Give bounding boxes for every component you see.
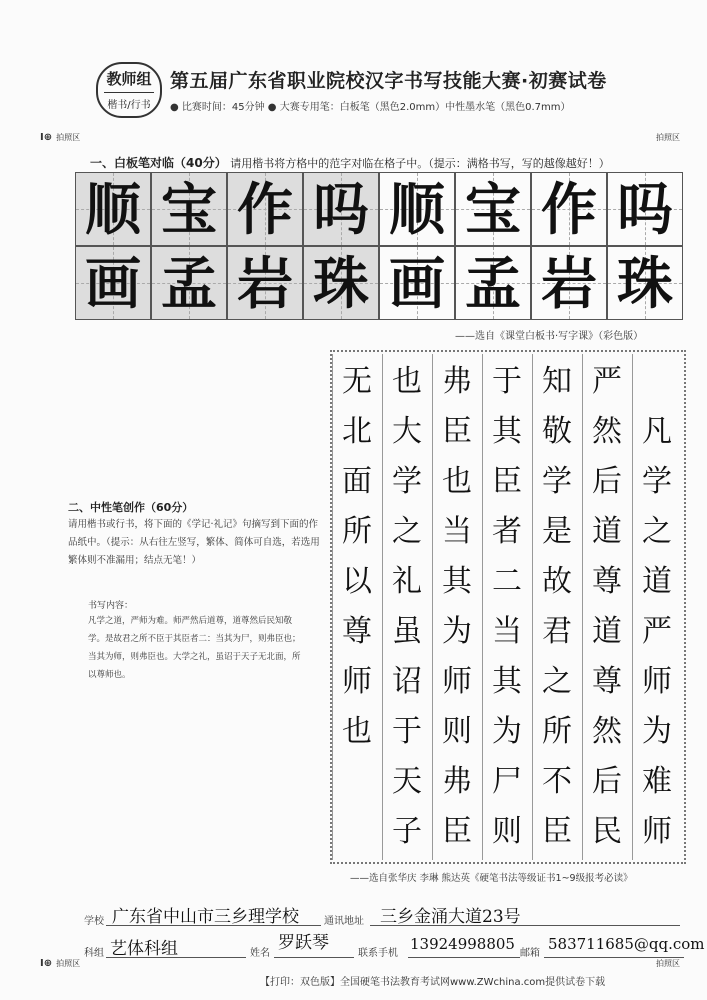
section2-source: ——选自张华庆 李琳 熊达英《硬笔书法等级证书1~9级报考必读》 bbox=[350, 873, 633, 884]
model-char-cell bbox=[303, 172, 379, 246]
exam-rules: ● 比赛时间：45分钟 ● 大赛专用笔：白板笔（黑色2.0mm）中性墨水笔（黑色0.7mm） bbox=[170, 102, 571, 113]
written-char: 后 bbox=[592, 764, 622, 799]
grid-char: 作 bbox=[541, 177, 597, 243]
written-char: 师 bbox=[442, 664, 472, 699]
written-char: 知 bbox=[542, 364, 572, 399]
written-char: 学 bbox=[642, 464, 672, 499]
scan-logo-icon: I⊕ bbox=[40, 958, 53, 969]
composition-paper bbox=[330, 350, 686, 864]
written-char bbox=[633, 354, 681, 410]
written-char: 其 bbox=[492, 664, 522, 699]
writing-column bbox=[482, 354, 531, 860]
written-char: 师 bbox=[642, 664, 672, 699]
practice-char-cell bbox=[607, 246, 683, 320]
badge-subtitle: 楷书/行书 bbox=[104, 92, 154, 111]
written-char: 然 bbox=[592, 414, 622, 449]
scan-bar-bottom bbox=[40, 958, 680, 972]
written-char: 民 bbox=[592, 814, 622, 849]
grid-char: 孟 bbox=[161, 251, 217, 317]
grid-char: 吗 bbox=[617, 177, 673, 243]
written-char: 虽 bbox=[392, 614, 422, 649]
address-label: 通讯地址 bbox=[324, 916, 364, 927]
grid-char: 珠 bbox=[617, 251, 673, 317]
writing-column bbox=[632, 354, 681, 860]
page-title: 第五届广东省职业院校汉字书写技能大赛·初赛试卷 bbox=[170, 70, 607, 92]
written-char: 之 bbox=[642, 514, 672, 549]
group-field[interactable]: 艺体科组 bbox=[110, 939, 178, 959]
written-char: 当 bbox=[442, 514, 472, 549]
written-char: 道 bbox=[592, 614, 622, 649]
written-char: 无 bbox=[342, 364, 372, 399]
written-char: 北 bbox=[342, 414, 372, 449]
written-char: 臣 bbox=[542, 814, 572, 849]
written-char: 臣 bbox=[442, 814, 472, 849]
name-field[interactable]: 罗跃琴 bbox=[278, 933, 329, 953]
written-char: 之 bbox=[392, 514, 422, 549]
written-char: 礼 bbox=[392, 564, 422, 599]
written-char: 师 bbox=[642, 814, 672, 849]
practice-char-cell bbox=[607, 172, 683, 246]
written-char: 尊 bbox=[342, 614, 372, 649]
model-char-cell bbox=[303, 246, 379, 320]
written-char: 也 bbox=[392, 364, 422, 399]
writing-column bbox=[582, 354, 631, 860]
written-char: 为 bbox=[492, 714, 522, 749]
model-char-cell bbox=[151, 246, 227, 320]
name-label: 姓名 bbox=[250, 948, 270, 959]
content-text: 凡学之道，严师为难。师严然后道尊，道尊然后民知敬学。是故君之所不臣于其臣者二：当其为尸，则弗臣也；当其为师，则弗臣也。大学之礼，虽诏于天子无北面，所以尊师也。 bbox=[88, 616, 301, 680]
grid-char: 顺 bbox=[85, 177, 141, 243]
grid-char: 作 bbox=[237, 177, 293, 243]
written-char bbox=[333, 754, 381, 810]
written-char: 严 bbox=[592, 364, 622, 399]
practice-char-cell bbox=[531, 246, 607, 320]
practice-char-cell bbox=[379, 172, 455, 246]
footer-note: 【打印：双色版】全国硬笔书法教育考试网www.ZWchina.com提供试卷下载 bbox=[260, 977, 606, 988]
written-char: 弗 bbox=[442, 764, 472, 799]
written-char: 尊 bbox=[592, 664, 622, 699]
written-char: 严 bbox=[642, 614, 672, 649]
written-char: 也 bbox=[442, 464, 472, 499]
phone-label: 联系手机 bbox=[358, 948, 398, 959]
written-char: 面 bbox=[342, 464, 372, 499]
section2-heading: 二、中性笔创作（60分） bbox=[68, 501, 194, 514]
written-char: 其 bbox=[492, 414, 522, 449]
written-char: 于 bbox=[492, 364, 522, 399]
address-field[interactable]: 三乡金涌大道23号 bbox=[380, 907, 521, 927]
written-char: 学 bbox=[542, 464, 572, 499]
school-label: 学校 bbox=[84, 916, 104, 927]
grid-char: 吗 bbox=[313, 177, 369, 243]
model-char-cell bbox=[151, 172, 227, 246]
section2-instruction: 请用楷书或行书，将下面的《学记·礼记》句摘写到下面的作品纸中。（提示：从右往左竖写，繁体、简体可自选，若选用繁体则不准漏用；结点无笔！） bbox=[68, 519, 320, 566]
written-char: 师 bbox=[342, 664, 372, 699]
written-char: 君 bbox=[542, 614, 572, 649]
section1-source: ——选自《课堂白板书·写字课》（彩色版） bbox=[455, 331, 644, 342]
written-char: 之 bbox=[542, 664, 572, 699]
grid-char: 宝 bbox=[465, 177, 521, 243]
content-title: 书写内容： bbox=[88, 601, 134, 611]
practice-char-cell bbox=[455, 172, 531, 246]
written-char: 诏 bbox=[392, 664, 422, 699]
email-field[interactable]: 583711685@qq.com bbox=[548, 935, 705, 953]
grid-char: 画 bbox=[389, 251, 445, 317]
written-char: 为 bbox=[642, 714, 672, 749]
written-char: 学 bbox=[392, 464, 422, 499]
written-char: 为 bbox=[442, 614, 472, 649]
grid-char: 宝 bbox=[161, 177, 217, 243]
scan-label: 拍照区 bbox=[56, 133, 81, 142]
written-char: 天 bbox=[392, 764, 422, 799]
grid-char: 画 bbox=[85, 251, 141, 317]
model-char-cell bbox=[227, 172, 303, 246]
written-char: 尊 bbox=[592, 564, 622, 599]
written-char: 凡 bbox=[642, 414, 672, 449]
badge-title: 教师组 bbox=[106, 70, 152, 88]
scan-label: 拍照区 bbox=[656, 959, 680, 968]
written-char bbox=[333, 804, 381, 860]
grid-char: 顺 bbox=[389, 177, 445, 243]
written-char: 是 bbox=[542, 514, 572, 549]
written-char: 于 bbox=[392, 714, 422, 749]
written-char: 不 bbox=[542, 764, 572, 799]
model-char-cell bbox=[75, 246, 151, 320]
model-char-cell bbox=[227, 246, 303, 320]
written-char: 弗 bbox=[442, 364, 472, 399]
section1-heading: 一、白板笔对临（40分） bbox=[90, 156, 227, 170]
teacher-group-badge bbox=[96, 62, 162, 118]
written-char: 则 bbox=[442, 714, 472, 749]
written-char: 尸 bbox=[492, 764, 522, 799]
written-char: 当 bbox=[492, 614, 522, 649]
written-char: 二 bbox=[492, 564, 522, 599]
written-char: 道 bbox=[642, 564, 672, 599]
written-char: 道 bbox=[592, 514, 622, 549]
writing-column bbox=[382, 354, 431, 860]
practice-char-cell bbox=[455, 246, 531, 320]
writing-column bbox=[432, 354, 481, 860]
practice-char-cell bbox=[379, 246, 455, 320]
grid-char: 珠 bbox=[313, 251, 369, 317]
scan-label: 拍照区 bbox=[56, 959, 81, 968]
scan-label: 拍照区 bbox=[656, 133, 680, 142]
scan-bar-top bbox=[40, 132, 680, 146]
written-char: 然 bbox=[592, 714, 622, 749]
scan-logo-icon: I⊕ bbox=[40, 132, 53, 143]
writing-column bbox=[332, 354, 381, 860]
phone-field[interactable]: 13924998805 bbox=[410, 935, 515, 953]
written-char: 臣 bbox=[442, 414, 472, 449]
written-char: 难 bbox=[642, 764, 672, 799]
written-char: 故 bbox=[542, 564, 572, 599]
written-char: 子 bbox=[392, 814, 422, 849]
copy-practice-grid bbox=[75, 172, 685, 320]
written-char: 所 bbox=[342, 514, 372, 549]
written-char: 者 bbox=[492, 514, 522, 549]
section1-heading-line bbox=[90, 154, 610, 171]
written-char: 其 bbox=[442, 564, 472, 599]
written-char: 以 bbox=[342, 564, 372, 599]
practice-char-cell bbox=[531, 172, 607, 246]
writing-column bbox=[532, 354, 581, 860]
written-char: 臣 bbox=[492, 464, 522, 499]
written-char: 大 bbox=[392, 414, 422, 449]
written-char: 也 bbox=[342, 714, 372, 749]
written-char: 敬 bbox=[542, 414, 572, 449]
section1-instruction: 请用楷书将方格中的范字对临在格子中。（提示：满格书写，写的越像越好！） bbox=[230, 157, 610, 170]
written-char: 则 bbox=[492, 814, 522, 849]
group-label: 科组 bbox=[84, 948, 104, 959]
grid-char: 岩 bbox=[237, 251, 293, 317]
model-char-cell bbox=[75, 172, 151, 246]
email-label: 邮箱 bbox=[520, 948, 540, 959]
written-char: 所 bbox=[542, 714, 572, 749]
grid-char: 岩 bbox=[541, 251, 597, 317]
written-char: 后 bbox=[592, 464, 622, 499]
grid-char: 孟 bbox=[465, 251, 521, 317]
school-field[interactable]: 广东省中山市三乡理学校 bbox=[112, 907, 299, 927]
